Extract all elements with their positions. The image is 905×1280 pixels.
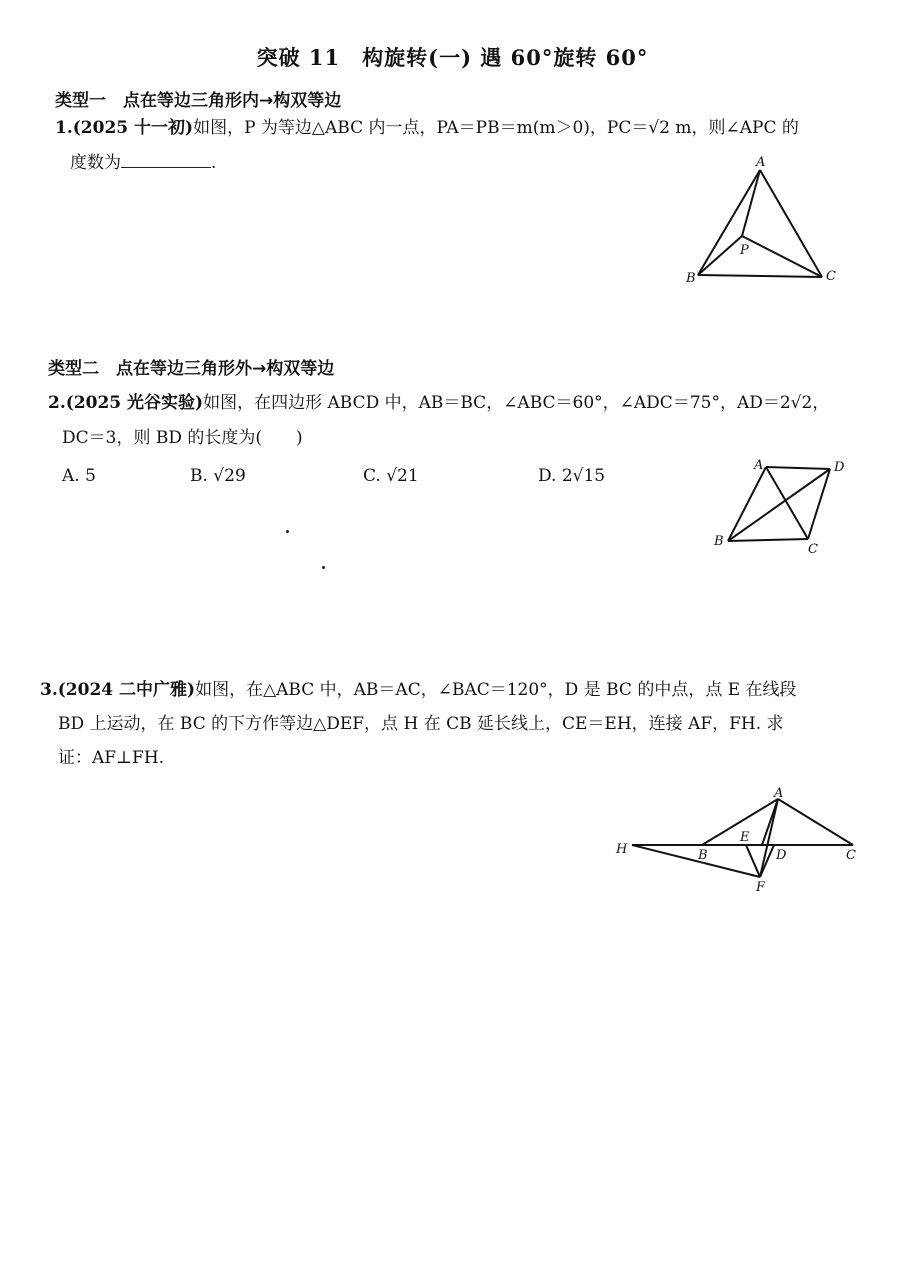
fig3-label-b: B <box>698 848 708 863</box>
question-2-source: (2025 光谷实验) <box>65 393 204 413</box>
question-3-source: (2024 二中广雅) <box>57 680 196 700</box>
fig3-label-d: D <box>776 848 787 863</box>
fig1-label-a: A <box>756 155 766 170</box>
fig3-label-e: E <box>740 830 750 845</box>
fig3-label-f: F <box>756 880 766 895</box>
fig3-segment-hf <box>632 845 760 877</box>
fig1-segment-pb <box>698 236 742 275</box>
question-1 <box>55 110 799 146</box>
question-2 <box>48 385 829 421</box>
fig2-label-d: D <box>834 460 845 475</box>
question-2-line2: DC＝3，则 BD 的长度为( ) <box>62 428 303 448</box>
fig2-diagonal-bd <box>728 469 830 541</box>
option-b[interactable]: B. √29 <box>190 466 246 486</box>
option-d[interactable]: D. 2√15 <box>538 466 606 486</box>
question-1-source: (2025 十一初) <box>72 118 194 138</box>
fig3-label-h: H <box>616 842 628 857</box>
question-2-line1: 如图，在四边形 ABCD 中，AB＝BC，∠ABC＝60°，∠ADC＝75°，AD＝2√2， <box>203 393 830 413</box>
fig2-label-b: B <box>714 534 724 549</box>
figure-1 <box>680 150 855 290</box>
fig3-label-c: C <box>846 848 856 863</box>
section-heading-type1: 类型一 点在等边三角形内→构双等边 <box>55 91 342 111</box>
page-title: 突破 11 构旋转(一) 遇 60°旋转 60° <box>256 45 649 70</box>
question-3-number: 3. <box>40 680 58 700</box>
question-1-number: 1. <box>55 118 73 138</box>
fig2-side-ab <box>728 467 766 541</box>
speck <box>322 566 325 569</box>
fig3-segment-af <box>760 799 778 877</box>
fig2-label-c: C <box>808 542 818 557</box>
figure-3 <box>610 785 870 895</box>
fig2-side-cd <box>808 469 830 539</box>
fig3-label-a: A <box>774 786 784 801</box>
question-1-line1: 如图，P 为等边△ABC 内一点，PA＝PB＝m(m＞0)，PC＝√2 m，则∠APC 的 <box>193 118 799 138</box>
fig3-side-ac <box>778 799 853 845</box>
question-3 <box>40 672 797 708</box>
question-1-line2-end: . <box>211 153 217 173</box>
question-1-line2: 度数为 <box>70 153 121 173</box>
question-1-line2-row <box>70 145 216 181</box>
fig1-side-ab <box>698 170 760 275</box>
option-c[interactable]: C. √21 <box>363 466 419 486</box>
speck <box>286 530 289 533</box>
fig2-diagonal-ac <box>766 467 808 539</box>
fig2-side-ad <box>766 467 830 469</box>
fig1-side-bc <box>698 275 822 277</box>
section-heading-type2: 类型二 点在等边三角形外→构双等边 <box>48 359 335 379</box>
option-a[interactable]: A. 5 <box>62 466 96 486</box>
answer-blank[interactable] <box>121 153 211 168</box>
fig2-label-a: A <box>754 458 764 473</box>
fig1-segment-pa <box>742 170 760 236</box>
fig1-label-c: C <box>826 269 836 284</box>
question-3-line2: BD 上运动，在 BC 的下方作等边△DEF，点 H 在 CB 延长线上，CE＝EH，连接 AF，FH. 求 <box>58 714 784 734</box>
fig1-label-b: B <box>686 271 696 286</box>
fig2-side-bc <box>728 539 808 541</box>
question-3-line3: 证：AF⊥FH. <box>58 748 165 768</box>
question-3-line1: 如图，在△ABC 中，AB＝AC，∠BAC＝120°，D 是 BC 的中点，点 E 在线段 <box>195 680 797 700</box>
figure-2 <box>710 455 860 560</box>
fig3-side-ef <box>746 845 760 877</box>
question-2-number: 2. <box>48 393 66 413</box>
fig1-label-p: P <box>740 243 749 258</box>
